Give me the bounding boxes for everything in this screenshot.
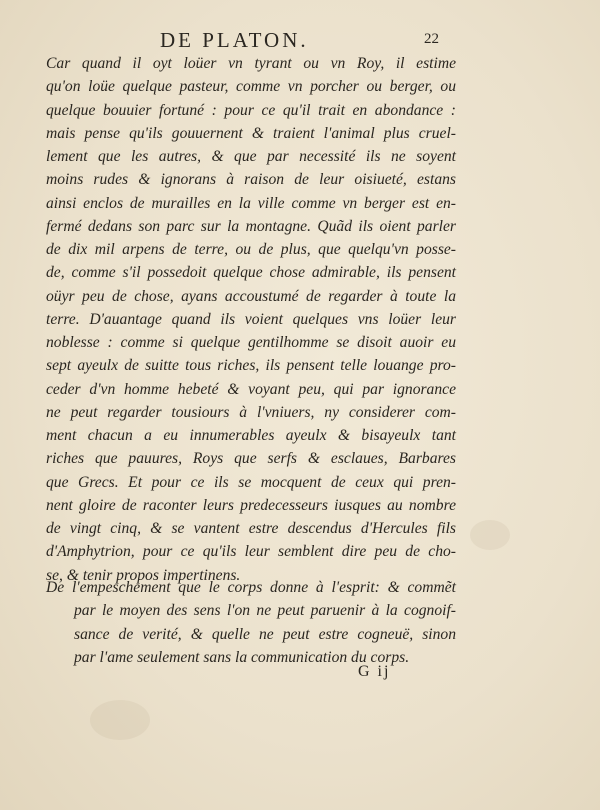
summary-line: De l'empeschement que le corps donne à l'esprit: & commẽt	[46, 579, 456, 596]
text-line: mais pense qu'ils gouuernent & traient l'animal plus cruel-	[46, 124, 456, 142]
text-line: ceder d'vn homme hebeté & voyant peu, qui par ignorance	[46, 380, 456, 398]
text-line: de vingt cinq, & se vantent estre descendus d'Hercules fils	[46, 520, 456, 537]
text-line: lement que les autres, & que par necessité ils ne soyent	[46, 148, 456, 165]
paper-stain	[470, 520, 510, 550]
text-line: ainsi enclos de murailles en la ville comme vn berger est en-	[46, 194, 456, 212]
paper-stain	[90, 700, 150, 740]
text-line: oüyr peu de chose, ayans accoustumé de regarder à toute la	[46, 287, 456, 305]
page-number: 22	[424, 31, 439, 47]
running-head	[0, 28, 600, 54]
text-line: de dix mil arpens de terre, ou de plus, que quelqu'vn posse-	[46, 241, 456, 258]
text-line: que Grecs. Et pour ce ils se mocquent de ceux qui pren-	[46, 473, 456, 491]
text-line: nent gloire de raconter leurs predecesseurs iusques au nombre	[46, 496, 456, 514]
text-line: sept ayeulx de suitte tous riches, ils pensent telle louange pro-	[46, 357, 456, 375]
text-line: noblesse : comme si quelque gentilhomme se disoit auoir eu	[46, 334, 456, 351]
summary-line: par le moyen des sens l'on ne peut paruenir à la cognoif-	[74, 602, 456, 620]
summary-line: par l'ame seulement sans la communication du corps.	[74, 648, 410, 666]
text-line: d'Amphytrion, pour ce qu'ils leur semblent dire peu de cho-	[46, 543, 456, 561]
text-line: ne peut regarder tousiours à l'vniuers, ny considerer com-	[46, 403, 456, 421]
text-line: de, comme s'il possedoit quelque chose admirable, ils pensent	[46, 264, 456, 282]
main-text	[46, 52, 456, 587]
text-line: quelque bouuier fortuné : pour ce qu'il trait en abondance :	[46, 101, 456, 119]
text-line: terre. D'auantage quand ils voient quelques vns loüer leur	[46, 310, 456, 328]
text-line: Car quand il oyt loüer vn tyrant ou vn Roy, il estime	[46, 55, 456, 72]
text-line: riches que pauures, Roys que serfs & esclaues, Barbares	[46, 450, 456, 468]
text-line: se, & tenir propos impertinens.	[46, 566, 241, 584]
running-title: DE PLATON.	[160, 28, 309, 52]
text-line: ment chacun a eu innumerables ayeulx & bisayeulx tant	[46, 427, 456, 444]
signature-mark: G ij	[358, 663, 391, 680]
text-line: moins rudes & ignorans à raison de leur oisiueté, estans	[46, 171, 456, 189]
chapter-summary	[46, 576, 456, 669]
text-line: qu'on loüe quelque pasteur, comme vn porcher ou berger, ou	[46, 78, 456, 96]
summary-line: sance de verité, & quelle ne peut estre cogneuë, sinon	[74, 625, 456, 643]
text-line: fermé dedans son parc sur la montagne. Quãd ils oient parler	[46, 217, 456, 235]
